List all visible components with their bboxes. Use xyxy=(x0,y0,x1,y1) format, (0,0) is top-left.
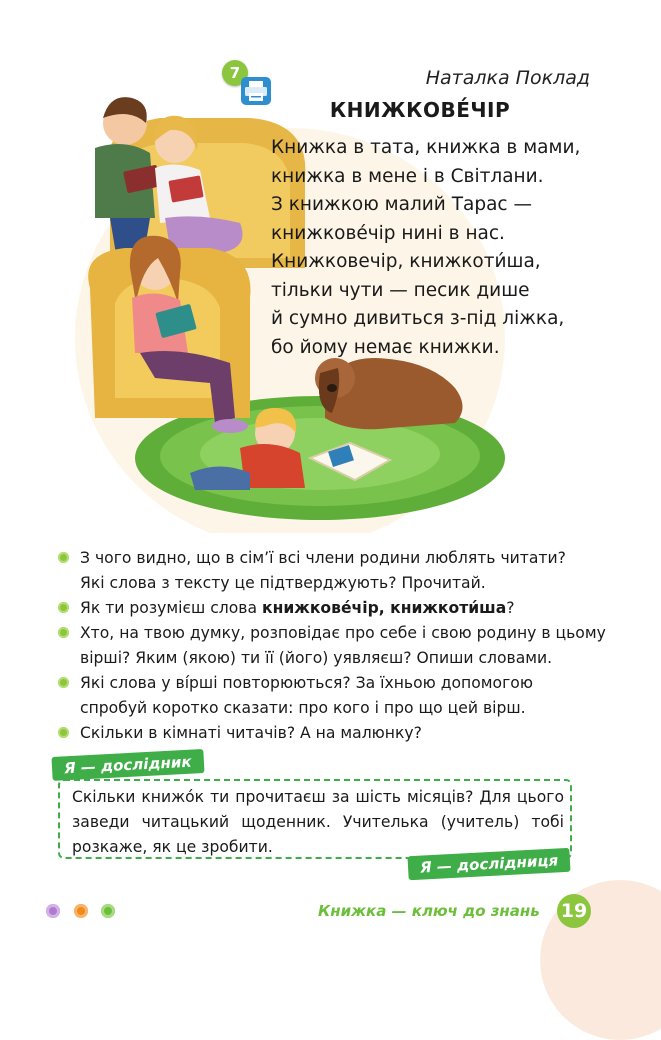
question-item: Скільки в кімнаті читачів? А на малюнку? xyxy=(58,721,618,746)
researcher-tag-female: Я — дослідниця xyxy=(407,848,570,880)
printer-icon[interactable] xyxy=(241,77,271,105)
section-title: Книжка — ключ до знань xyxy=(318,902,540,920)
decor-dot-green xyxy=(101,904,115,918)
poem-title: КНИЖКОВЕ́ЧІР xyxy=(329,98,511,122)
question-item: З чого видно, що в сім’ї всі члени родини люблять читати? Які слова з тексту це підтверджують? Прочитай. xyxy=(58,546,618,596)
poem-line: книжка в мене і в Світлани. xyxy=(271,165,544,187)
poem-line: книжкове́чір нині в нас. xyxy=(271,222,505,244)
decor-dot-purple xyxy=(46,904,60,918)
page-number: 19 xyxy=(557,894,591,928)
bullet-icon xyxy=(58,627,69,638)
researcher-tag-male: Я — дослідник xyxy=(51,749,204,781)
question-item: Хто, на твою думку, розповідає про себе і свою родину в цьому вірші? Яким (якою) ти її (його) уявляєш? Опиши словами. xyxy=(58,621,618,671)
bullet-icon xyxy=(58,552,69,563)
poem-line: тільки чути — песик дише xyxy=(271,279,530,301)
question-item: Які слова у ві́рші повторюються? За їхньою допомогою спробуй коротко сказати: про кого і про що цей вірш. xyxy=(58,671,618,721)
poem-line: й сумно дивиться з-під ліжка, xyxy=(271,308,565,329)
poem-line: З книжкою малий Тарас — xyxy=(271,194,532,215)
poem-line: Книжковечір, книжкоти́ша, xyxy=(271,251,541,272)
lesson-number-badge: 7 xyxy=(222,60,248,86)
poem-author: Наталка Поклад xyxy=(425,67,590,89)
poem-line: Книжка в тата, книжка в мами, xyxy=(271,137,581,158)
bullet-icon xyxy=(58,727,69,738)
bullet-icon xyxy=(58,602,69,613)
bullet-icon xyxy=(58,677,69,688)
decor-dot-orange xyxy=(74,904,88,918)
research-text: Скільки книжо́к ти прочитаєш за шість місяців? Для цього заведи читацький щоденник. Учителька (учитель) тобі розкаже, як це зробити. xyxy=(72,788,564,856)
poem-text xyxy=(271,134,611,362)
question-item: Як ти розумієш слова книжкове́чір, книжкоти́ша? xyxy=(58,596,618,621)
poem-line: бо йому немає книжки. xyxy=(271,336,500,358)
questions-list xyxy=(58,546,618,746)
